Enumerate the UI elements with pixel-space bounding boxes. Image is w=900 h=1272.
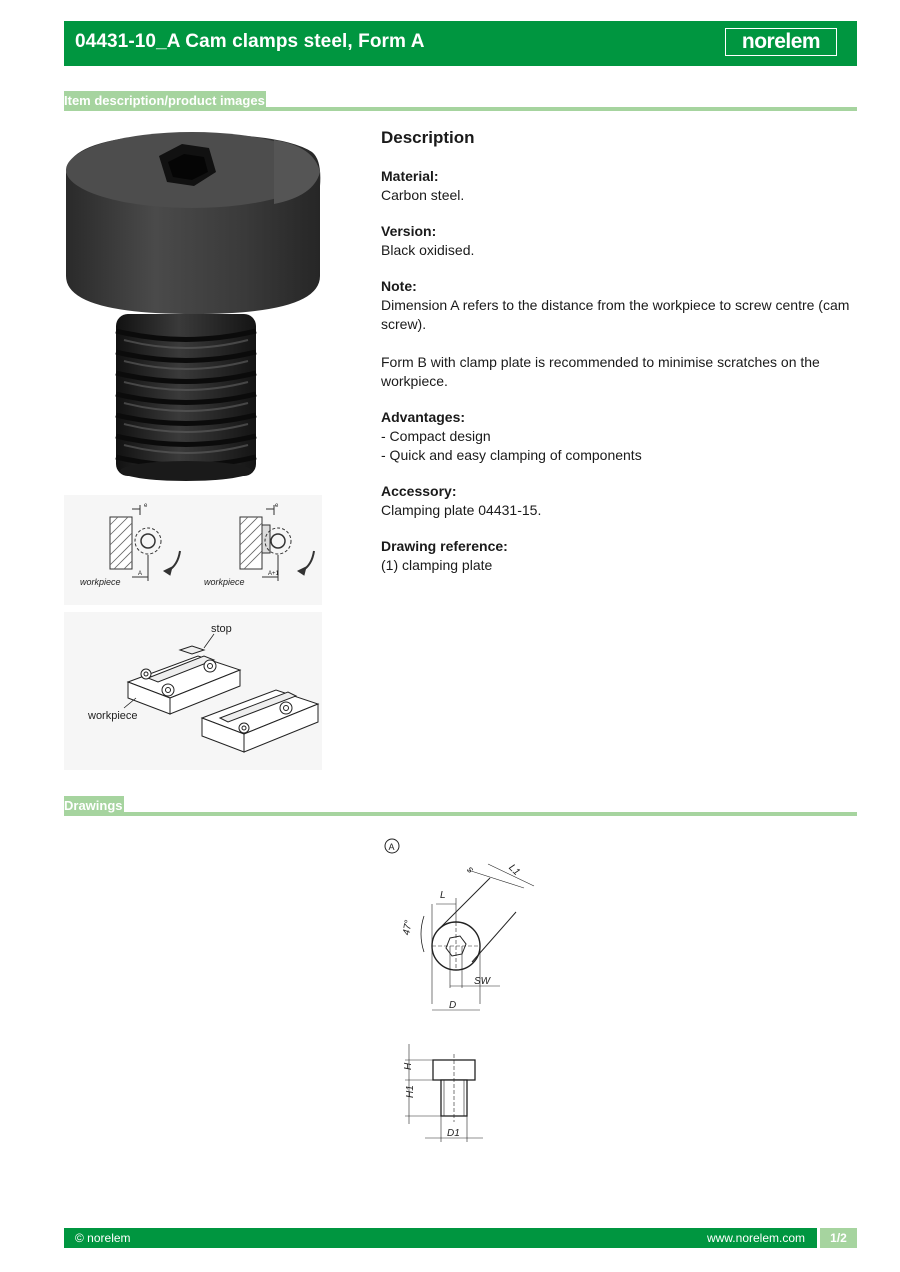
note-label: Note: [381, 278, 417, 294]
angle-label: 47° [401, 919, 415, 937]
technical-drawing-top [380, 834, 550, 1024]
dim-s: s [464, 864, 476, 876]
logo-text: norelem [741, 30, 821, 53]
description-panel [381, 128, 861, 592]
advantage-item: - Quick and easy clamping of components [381, 447, 642, 463]
dim-h1: H1 [405, 1085, 416, 1098]
accessory-value: Clamping plate 04431-15. [381, 502, 542, 518]
workpiece-label-left: workpiece [80, 577, 121, 587]
drawing-reference-block [381, 537, 861, 575]
dim-a-left: A [138, 571, 143, 577]
dim-d: D [449, 1000, 457, 1011]
advantage-item: - Compact design [381, 428, 491, 444]
section-title: Drawings [64, 796, 124, 816]
form-mark: A [388, 842, 395, 852]
advantages-block [381, 408, 861, 465]
section-drawings [64, 796, 857, 816]
section-item-description [64, 91, 857, 111]
copyright: © norelem [75, 1231, 131, 1245]
dim-l1: L1 [506, 862, 522, 878]
page-header [64, 21, 857, 66]
version-value: Black oxidised. [381, 242, 475, 258]
dim-a-right: A+1 [268, 571, 279, 577]
technical-drawing-side [395, 1038, 495, 1148]
dim-d1: D1 [447, 1128, 460, 1139]
version-block [381, 222, 861, 260]
description-title: Description [381, 128, 475, 147]
screw-head [66, 132, 320, 314]
material-block [381, 167, 861, 205]
usage-drawing [64, 495, 322, 605]
dim-e-right: e [275, 503, 279, 509]
product-image [64, 126, 326, 496]
accessory-block [381, 482, 861, 520]
note-block [381, 277, 861, 391]
workpiece-label: workpiece [88, 710, 138, 722]
page-number: 1/2 [820, 1228, 857, 1248]
accessory-label: Accessory: [381, 483, 457, 499]
drawing-reference-label: Drawing reference: [381, 538, 508, 554]
material-value: Carbon steel. [381, 187, 465, 203]
dim-l: L [440, 890, 446, 901]
dim-sw: SW [474, 976, 491, 987]
section-title: Item description/product images [64, 91, 266, 111]
dim-h: H [403, 1062, 414, 1070]
version-label: Version: [381, 223, 437, 239]
dim-e-left: e [144, 503, 148, 509]
thread [116, 314, 256, 481]
note-line-2: Form B with clamp plate is recommended to minimise scratches on the workpiece. [381, 354, 820, 389]
drawing-reference-value: (1) clamping plate [381, 557, 493, 573]
note-line-1: Dimension A refers to the distance from the workpiece to screw centre (cam screw). [381, 297, 850, 332]
workpiece-label-right: workpiece [204, 577, 245, 587]
stop-drawing [64, 612, 322, 770]
stop-label: stop [211, 623, 232, 635]
page-title: 04431-10_A Cam clamps steel, Form A [75, 31, 425, 52]
advantages-label: Advantages: [381, 409, 466, 425]
material-label: Material: [381, 168, 439, 184]
page-footer [64, 1228, 857, 1248]
website-link[interactable]: www.norelem.com [706, 1231, 805, 1245]
norelem-logo [725, 28, 837, 56]
